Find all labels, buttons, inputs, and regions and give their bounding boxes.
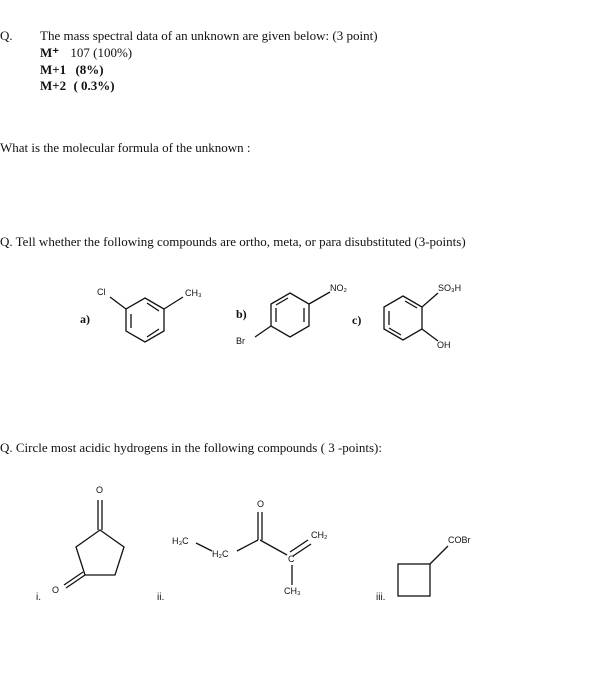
compound-c-label: c): [352, 313, 362, 327]
q1-marker: Q.: [0, 28, 13, 43]
atom-h3c: H₃C: [172, 536, 189, 546]
compound-i-label: i.: [36, 592, 41, 603]
q1-question: What is the molecular formula of the unknown :: [0, 140, 251, 155]
peak-value: 107 (100%): [70, 45, 133, 60]
atom-o-top: O: [96, 485, 104, 495]
sub-br: Br: [236, 336, 245, 346]
sub-ch3: CH₃: [185, 288, 202, 298]
q1-prompt: The mass spectral data of an unknown are given below: (3 point): [40, 28, 378, 43]
atom-cobr: COBr: [448, 535, 471, 545]
q3-prompt: Q. Circle most acidic hydrogens in the following compounds ( 3 -points):: [0, 440, 382, 455]
sub-so3h: SO₃H: [438, 283, 462, 293]
atom-o: O: [257, 499, 265, 509]
peak-value: ( 0.3%): [73, 78, 115, 93]
atom-ch3: CH₃: [284, 586, 301, 596]
compound-ii-label: ii.: [157, 592, 165, 603]
compound-b-label: b): [236, 307, 247, 321]
sub-cl: Cl: [97, 287, 106, 297]
atom-c: C: [288, 554, 295, 564]
peak-label: M⁺: [40, 45, 60, 60]
compound-a-label: a): [80, 312, 90, 326]
atom-o-bottom: O: [52, 585, 60, 595]
peak-label: M+2: [40, 78, 67, 93]
sub-oh: OH: [437, 340, 451, 350]
atom-ch2: CH₂: [311, 530, 328, 540]
peak-value: (8%): [75, 62, 104, 77]
atom-h2c: H₂C: [212, 549, 229, 559]
peak-label: M+1: [40, 62, 67, 77]
q2-prompt: Q. Tell whether the following compounds are ortho, meta, or para disubstituted (3-points): [0, 234, 466, 249]
compound-iii-label: iii.: [376, 592, 386, 603]
sub-no2: NO₂: [330, 283, 347, 293]
